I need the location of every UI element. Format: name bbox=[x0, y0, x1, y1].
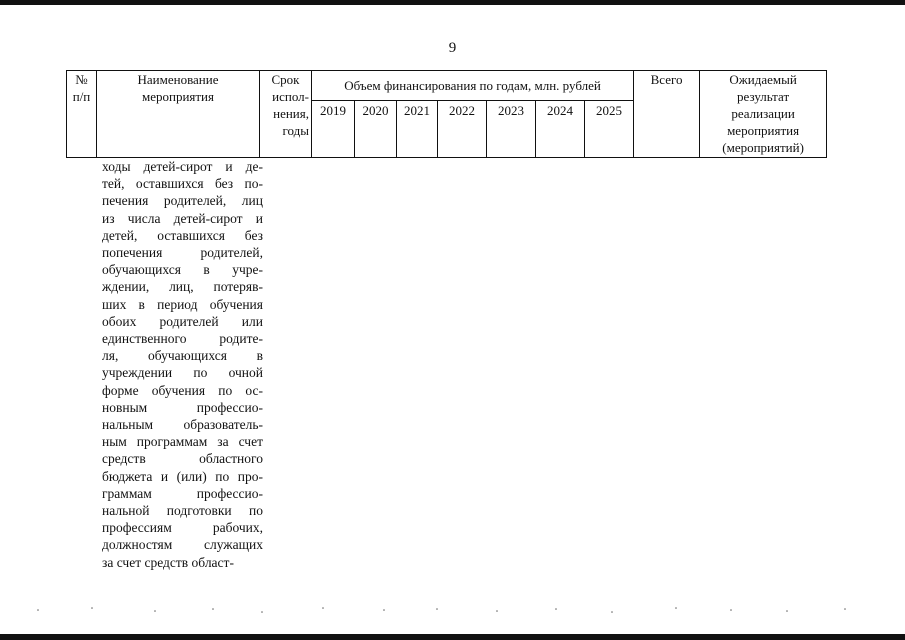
header-result-line-2: результат bbox=[737, 89, 790, 104]
header-term-line-2: испол- bbox=[272, 89, 309, 104]
text-line: детей, оставшихся без bbox=[102, 227, 263, 243]
text-line: ших в период обучения bbox=[102, 296, 263, 312]
header-year-2022: 2022 bbox=[438, 101, 487, 158]
text-line: ждении, лиц, потеряв- bbox=[102, 279, 263, 295]
header-financing: Объем финансирования по годам, млн. рублей bbox=[344, 78, 601, 93]
text-line: обучающихся в учре- bbox=[102, 262, 263, 278]
header-year-2020: 2020 bbox=[355, 101, 397, 158]
text-line: новным профессио- bbox=[102, 399, 263, 415]
measure-name-text bbox=[102, 158, 263, 571]
header-year-2024: 2024 bbox=[536, 101, 585, 158]
text-line: граммам профессио- bbox=[102, 485, 263, 501]
header-number-line-2: п/п bbox=[72, 89, 91, 104]
header-year-2025: 2025 bbox=[585, 101, 634, 158]
text-line: попечения родителей, bbox=[102, 245, 263, 261]
header-total: Всего bbox=[650, 72, 683, 87]
header-cell-name bbox=[97, 71, 260, 158]
text-line: обоих родителей или bbox=[102, 313, 263, 329]
text-line: печения родителей, лиц bbox=[102, 193, 263, 209]
header-result-line-1: Ожидаемый bbox=[729, 72, 797, 87]
text-line: должностям служащих bbox=[102, 537, 263, 553]
text-line: ходы детей-сирот и де- bbox=[102, 159, 263, 174]
text-line: учреждении по очной bbox=[102, 365, 263, 381]
header-year-2023: 2023 bbox=[487, 101, 536, 158]
header-cell-financing bbox=[312, 71, 634, 101]
scan-specks bbox=[0, 600, 905, 620]
header-cell-number bbox=[67, 71, 97, 158]
text-line: средств областного bbox=[102, 451, 263, 467]
bottom-border bbox=[0, 634, 905, 640]
header-year-2019: 2019 bbox=[312, 101, 355, 158]
header-result-line-3: реализации bbox=[731, 106, 795, 121]
header-name-line-1: Наименование bbox=[137, 72, 219, 87]
page-number: 9 bbox=[448, 40, 457, 56]
header-term-line-4: годы bbox=[282, 123, 309, 138]
header-name-line-2: мероприятия bbox=[141, 89, 214, 104]
text-line: ля, обучающихся в bbox=[102, 348, 263, 364]
header-result-line-5: (мероприятий) bbox=[722, 140, 804, 155]
header-cell-result bbox=[700, 71, 827, 158]
text-line: нальной подготовки по bbox=[102, 503, 263, 519]
text-line: бюджета и (или) по про- bbox=[102, 468, 263, 484]
top-border bbox=[0, 0, 905, 5]
header-number-line-1: № bbox=[75, 72, 88, 87]
header-cell-total bbox=[634, 71, 700, 158]
text-line: профессиям рабочих, bbox=[102, 520, 263, 536]
text-line: нальным образователь- bbox=[102, 417, 263, 433]
text-line: ным программам за счет bbox=[102, 434, 263, 450]
text-line: за счет средств област- bbox=[102, 554, 234, 570]
table-header bbox=[66, 70, 827, 158]
header-term-line-1: Срок bbox=[271, 72, 300, 87]
text-line: единственного родите- bbox=[102, 331, 263, 347]
header-year-2021: 2021 bbox=[397, 101, 438, 158]
text-line: тей, оставшихся без по- bbox=[102, 176, 263, 192]
header-cell-term bbox=[260, 71, 312, 158]
text-line: форме обучения по ос- bbox=[102, 382, 263, 398]
header-term-line-3: нения, bbox=[273, 106, 309, 121]
header-result-line-4: мероприятия bbox=[727, 123, 800, 138]
text-line: из числа детей-сирот и bbox=[102, 210, 263, 226]
